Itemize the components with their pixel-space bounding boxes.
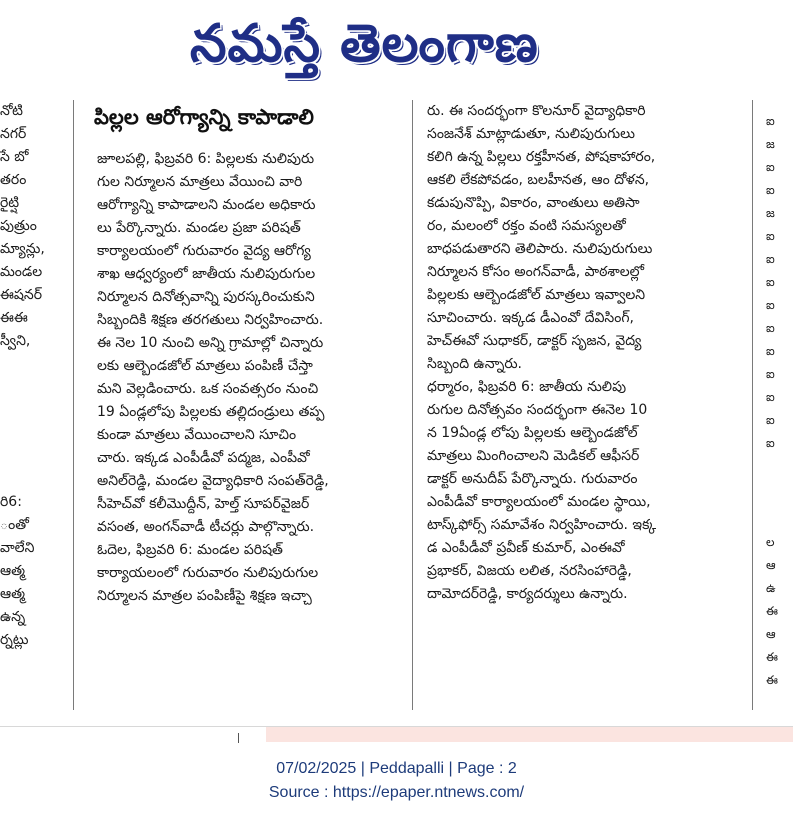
article-text-line: అనిల్‌రెడ్డి, మండల వైద్యాధికారి సంపత్‌రెడ్డి, [97, 473, 329, 489]
left-fragment-line: నగర్ [0, 126, 27, 142]
right-fragment-line: ఈ [766, 650, 778, 664]
source-label: Source : [268, 784, 333, 801]
right-fragment-line: ఈ [766, 673, 778, 687]
right-fragment-line: ఐ [766, 252, 775, 266]
newspaper-title: నమస్తే తెలంగాణ [190, 13, 539, 74]
right-fragment-line: ఐ [766, 298, 775, 312]
edition-page: Page : 2 [457, 760, 517, 777]
footer-source [0, 784, 793, 802]
right-fragment-line: ఉ [766, 581, 776, 595]
article-text-line: నిర్మూలన మాత్రల పంపిణీపై శిక్షణ ఇచ్చా [97, 588, 312, 604]
article-text-line: హెచ్ఈవో సుధాకర్, డాక్టర్ సృజన, వైద్య [427, 333, 642, 349]
article-text-line: రు. ఈ సందర్భంగా కొలనూర్ వైద్యాధికారి [427, 103, 646, 119]
right-fragment-line: ఈ [766, 604, 778, 618]
article-text-line: సీహెచ్‌వో కలీమొద్దీన్, హెల్త్ సూపర్‌వైజర్ [97, 496, 310, 512]
article-text-line: లకు ఆల్బెండజోల్ మాత్రలు పంపిణీ చేస్తా [97, 358, 313, 374]
right-fragment-line: ఐ [766, 436, 775, 450]
article-text-line: ప్రభాకర్, విజయ లలిత, నరసింహారెడ్డి, [427, 563, 632, 579]
article-text-line: కడుపునొప్పి, వికారం, వాంతులు అతిసా [427, 195, 640, 211]
article-headline: పిల్లల ఆరోగ్యాన్ని కాపాడాలి [94, 105, 314, 129]
left-fragment-line: ఆత్మ [0, 586, 25, 602]
column-divider [752, 100, 753, 710]
left-fragment-line: ర్నట్లు [0, 632, 29, 648]
left-fragment-line: రైట్షి [0, 195, 20, 211]
article-text-line: మాత్రలు మింగించాలని మెడికల్ ఆఫీసర్ [427, 448, 640, 464]
right-fragment-line: ఐ [766, 160, 775, 174]
right-fragment-line: ఐ [766, 413, 775, 427]
right-fragment-line: ఐ [766, 321, 775, 335]
edition-date: 07/02/2025 [276, 760, 357, 777]
left-fragment-line: ఈషనర్ [0, 287, 43, 303]
article-text-line: కార్యాయలంలో గురువారం నులిపురుగుల [97, 565, 319, 581]
left-fragment-line: వాలేని [0, 540, 35, 556]
article-text-line: 19 ఏండ్లలోపు పిల్లలకు తల్లిదండ్రులు తప్ప [97, 404, 325, 420]
masthead [0, 0, 793, 90]
article-text-line: చారు. ఇక్కడ ఎంపీడీవో పద్మజ, ఎంపీవో [97, 450, 310, 466]
article-text-line: నిర్మూలన దినోత్సవాన్ని పురస్కరించుకుని [97, 289, 315, 305]
left-fragment-line: రి6: [0, 494, 22, 510]
right-fragment-line: ఐ [766, 229, 775, 243]
article-text-line: రుగుల దినోత్సవం సందర్భంగా ఈనెల 10 [427, 402, 648, 418]
article-text-line: ఆకలి లేకపోవడం, బలహీనత, ఆం దోళన, [427, 172, 650, 188]
article-text-line: పిల్లలకు ఆల్బెండజోల్ మాత్రలు ఇవ్వాలని [427, 287, 646, 303]
article-text-line: ఎంపీడీవో కార్యాలయంలో మండల స్థాయి, [427, 494, 651, 510]
left-fragment-line: మండల [0, 264, 43, 280]
article-text-line: ఓదెల, ఫిబ్రవరి 6: మండల పరిషత్ [97, 542, 283, 558]
article-text-line: డ ఎంపీడీవో ప్రవీణ్ కుమార్, ఎంఈవో [427, 540, 625, 556]
edition-location: Peddapalli [369, 760, 445, 777]
footer-separator: | [356, 760, 370, 777]
right-fragment-line: ఐ [766, 344, 775, 358]
article-text-line: సిబ్బంది ఉన్నారు. [427, 356, 522, 372]
right-fragment-line: ఐ [766, 367, 775, 381]
footer-separator: | [444, 760, 458, 777]
article-text-line: శాఖ ఆధ్వర్యంలో జాతీయ నులిపురుగుల [97, 266, 316, 282]
next-article-strip [266, 727, 793, 742]
left-fragment-line: ఉన్న [0, 609, 26, 625]
right-fragment-line: ఆ [766, 558, 776, 572]
left-fragment-line: ఆత్మ [0, 563, 25, 579]
page-tick-mark [238, 733, 239, 743]
left-fragment-line: తరం [0, 172, 27, 188]
source-url[interactable]: https://epaper.ntnews.com/ [332, 784, 525, 801]
article-text-line: టాస్క్‌ఫోర్స్ సమావేశం నిర్వహించారు. ఇక్క [427, 517, 657, 533]
article-text-line: లు పేర్కొన్నారు. మండల ప్రజా పరిషత్ [97, 220, 301, 236]
article-text-line: వసంత, అంగన్‌వాడీ టీచర్లు పాల్గొన్నారు. [97, 519, 315, 535]
left-column-fragment [0, 100, 64, 652]
article-text-line: మని వెల్లడించారు. ఒక సంవత్సరం నుంచి [97, 381, 319, 397]
article-text-line: సూచించారు. ఇక్కడ డీఎంవో దేవిసింగ్, [427, 310, 634, 326]
article-text-line: సిబ్బందికి శిక్షణ తరగతులు నిర్వహించారు. [97, 312, 324, 328]
footer-edition-info [0, 760, 793, 778]
article-text-line: నిర్మూలన కోసం అంగన్‌వాడీ, పాఠశాలల్లో [427, 264, 645, 280]
article-text-line: బాధపడుతారని తెలిపారు. నులిపురుగులు [427, 241, 653, 257]
article-column-2 [427, 100, 725, 606]
right-fragment-line: జ [766, 206, 775, 220]
fragment-gap [0, 353, 64, 491]
column-divider [73, 100, 74, 710]
article-text-line: సంజనేశ్ మాట్లాడుతూ, నులిపురుగులు [427, 126, 635, 142]
article-text-line: కుండా మాత్రలు వేయించాలని సూచిం [97, 427, 297, 443]
right-column-fragment [766, 110, 793, 700]
right-fragment-line: జ [766, 137, 775, 151]
article-text-line: కలిగి ఉన్న పిల్లలు రక్తహీనత, పోషకాహారం, [427, 149, 656, 165]
article-text-line: దామోదర్‌రెడ్డి, కార్యదర్శులు ఉన్నారు. [427, 586, 628, 602]
left-fragment-line: పుత్రుం [0, 218, 37, 234]
left-fragment-line: ంతో [0, 517, 29, 533]
article-text-line: ఆరోగ్యాన్ని కాపాడాలని మండల అధికారు [97, 197, 316, 213]
left-fragment-line: స్వీని, [0, 333, 31, 349]
right-fragment-line: ఐ [766, 183, 775, 197]
right-fragment-line: ఐ [766, 114, 775, 128]
left-fragment-line: సే బో [0, 149, 29, 165]
article-text-line: గుల నిర్మూలన మాత్రలు వేయించి వారి [97, 174, 303, 190]
fragment-gap [766, 455, 793, 531]
left-fragment-line: మ్యాన్లు, [0, 241, 45, 257]
right-fragment-line: ఆ [766, 627, 776, 641]
article-text-line: ఈ నెల 10 నుంచి అన్ని గ్రామాల్లో చిన్నారు [97, 335, 324, 351]
article-text-line: ధర్మారం, ఫిబ్రవరి 6: జాతీయ నులిపు [427, 379, 627, 395]
column-divider [412, 100, 413, 710]
left-fragment-line: ఈఈ [0, 310, 28, 326]
article-text-line: జూలపల్లి, ఫిబ్రవరి 6: పిల్లలకు నులిపురు [97, 151, 315, 167]
left-fragment-line: నోటి [0, 103, 23, 119]
right-fragment-line: ల [766, 535, 775, 549]
right-fragment-line: ఐ [766, 390, 775, 404]
article-text-line: కార్యాలయంలో గురువారం వైద్య ఆరోగ్య [97, 243, 311, 259]
article-text-line: న 19ఏండ్ల లోపు పిల్లలకు ఆల్బెండజోల్ [427, 425, 638, 441]
article-text-line: రం, మలంలో రక్తం వంటి సమస్యలతో [427, 218, 626, 234]
article-column-1 [97, 148, 393, 608]
right-fragment-line: ఐ [766, 275, 775, 289]
article-text-line: డాక్టర్ అనుదీప్ పేర్కొన్నారు. గురువారం [427, 471, 638, 487]
